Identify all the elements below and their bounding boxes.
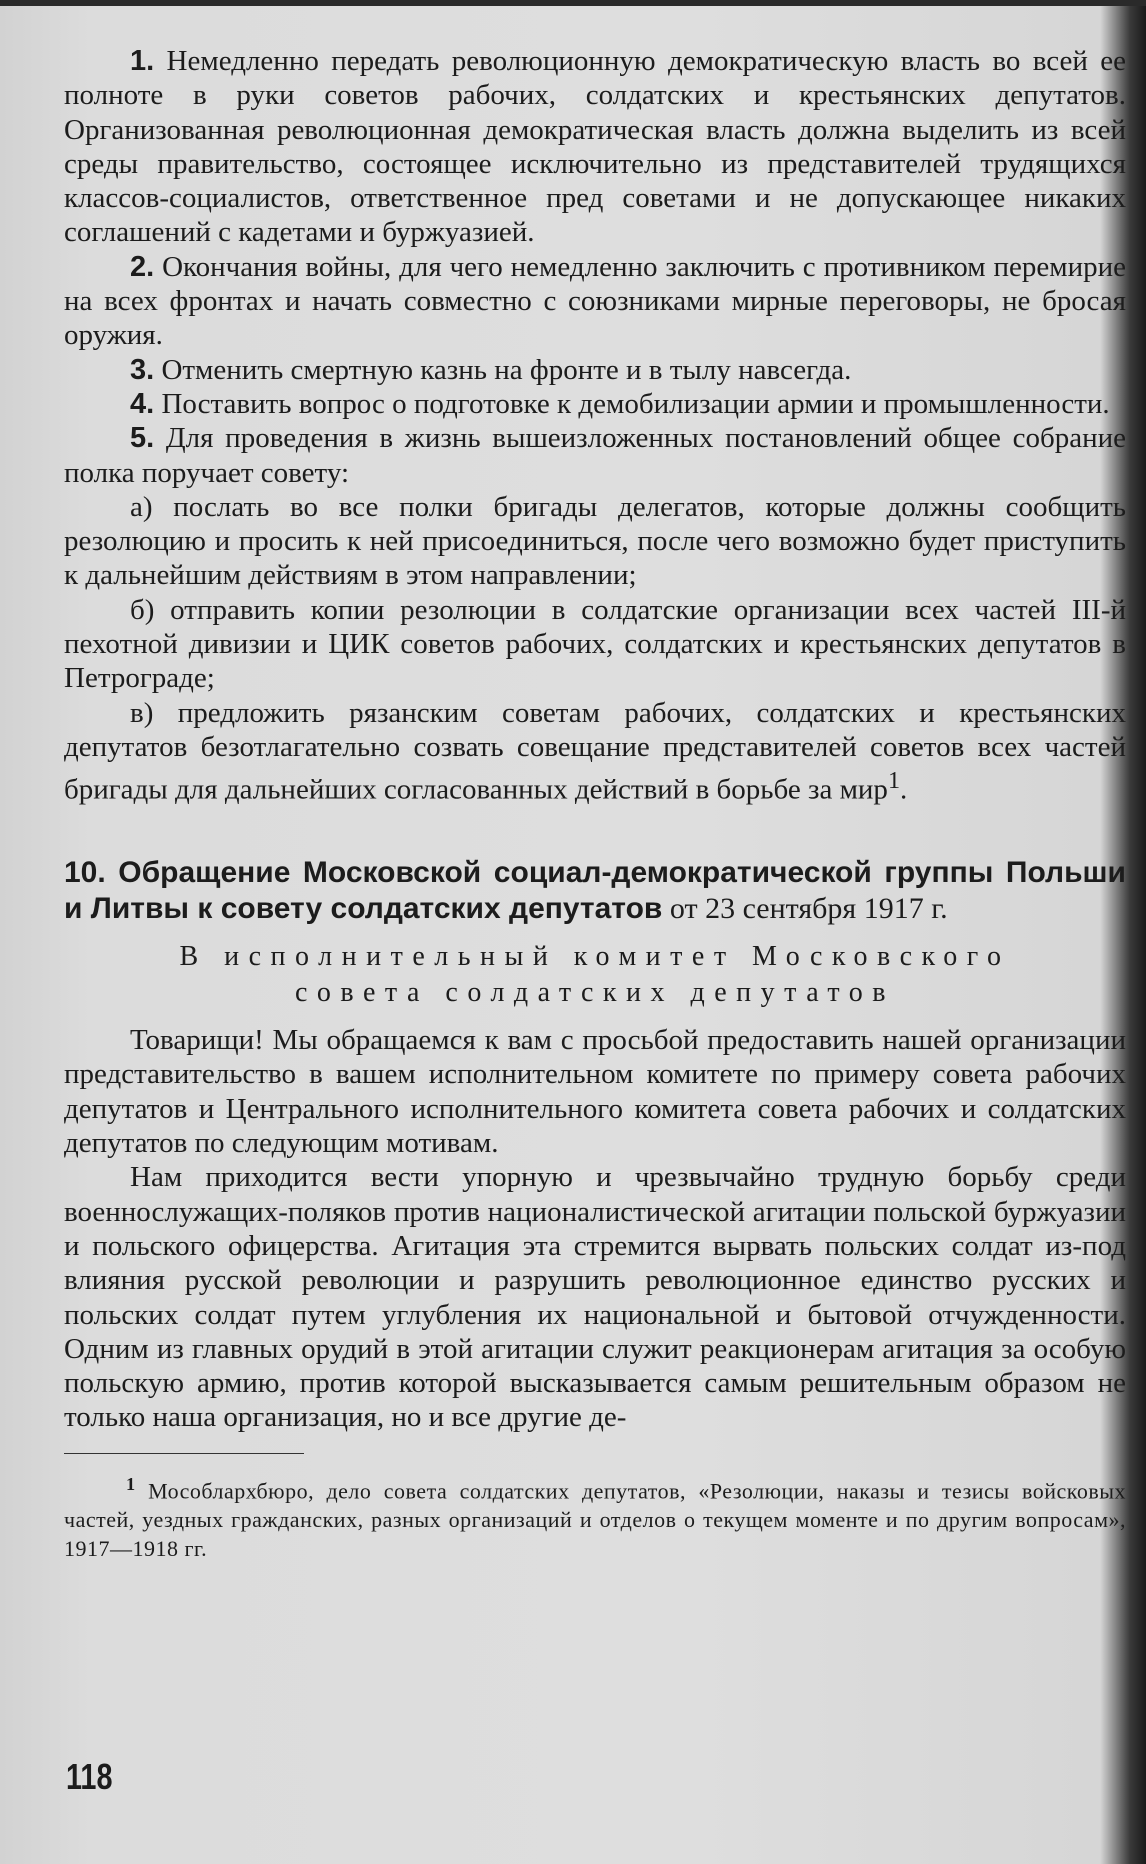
footnote (64, 1470, 1126, 1563)
resolution-item-3 (64, 353, 1126, 387)
item-text: Немедленно передать революционную демократическую власть во всей ее полноте в руки советов рабочих, солдатских и крестьянских депутатов. Организованная революционная демократическая власть должна выделить из всей среды правительство, состоящее исключительно из представителей трудящихся классов-социалистов, ответственное пред советами и не допускающее никаких соглашений с кадетами и буржуазией. (64, 45, 1126, 249)
footnote-divider (64, 1453, 304, 1454)
item-text: Поставить вопрос о подготовке к демобилизации армии и промышленности. (154, 387, 1110, 420)
item-number: 5. (130, 422, 155, 455)
footnote-mark: 1 (126, 1473, 136, 1494)
page-content (64, 44, 1126, 1563)
address-line-1: В исполнительный комитет Московского (179, 941, 1011, 973)
body-paragraph-1: Товарищи! Мы обращаемся к вам с просьбой предоставить нашей организации представительство в вашем исполнительном комитете по примеру совета рабочих депутатов и Центрального исполнительного комитета совета рабочих и солдатских депутатов по следующим мотивам. (64, 1024, 1126, 1160)
resolution-item-5 (64, 421, 1126, 490)
item-number: 1. (130, 45, 155, 77)
document-title-date: от 23 сентября 1917 г. (662, 892, 948, 926)
resolution-item-2 (64, 250, 1126, 353)
page-number: 118 (66, 1756, 113, 1797)
item-text: Для проведения в жизнь вышеизложенных постановлений общее собрание полка поручает совету: (64, 422, 1126, 489)
item-number: 2. (130, 250, 155, 283)
document-title-bold: 10. Обращение Московской социал-демократической группы Польши и Литвы к совету солдатских депутатов (64, 856, 1126, 926)
sub-item-c-text: в) предложить рязанским советам рабочих, солдатских и крестьянских депутатов безотлагательно созвать совещание представителей советов всех частей бригады для дальнейших согласованных действий в борьбе за мир (64, 696, 1126, 806)
item-text: Отменить смертную казнь на фронте и в тылу навсегда. (154, 353, 852, 386)
sub-item-a: а) послать во все полки бригады делегатов, которые должны сообщить резолюцию и просить к ней присоединиться, после чего возможно будет приступить к дальнейшим действиям в этом направлении; (64, 490, 1126, 592)
resolution-item-1 (64, 44, 1126, 250)
footnote-text: Мособлархбюро, дело совета солдатских депутатов, «Резолюции, наказы и тезисы войсковых частей, уездных гражданских, разных организаций и отделов о текущем моменте и по другим вопросам», 1917—1918 гг. (64, 1478, 1126, 1562)
item-text: Окончания войны, для чего немедленно заключить с противником перемирие на всех фронтах и начать совместно с союзниками мирные переговоры, не бросая оружия. (64, 250, 1126, 352)
item-number: 4. (130, 387, 155, 420)
resolution-item-4 (64, 387, 1126, 421)
item-number: 3. (130, 353, 155, 386)
address-block (64, 939, 1126, 1011)
address-line-2: совета солдатских депутатов (294, 977, 896, 1009)
sub-item-c-end: . (900, 773, 908, 806)
sub-item-b: б) отправить копии резолюции в солдатские организации всех частей III-й пехотной дивизии и ЦИК советов рабочих, солдатских и крестьянских депутатов в Петрограде; (64, 593, 1126, 695)
body-paragraph-2: Нам приходится вести упорную и чрезвычайно трудную борьбу среди военнослужащих-поляков против националистической агитации польской буржуазии и польского офицерства. Агитация эта стремится вырвать польских солдат из-под влияния русской революции и разрушить революционное единство русских и польских солдат путем углубления их национальной и бытовой отчужденности. Одним из главных орудий в этой агитации служит реакционерам агитация за особую польскую армию, против которой высказывается самым решительным образом не только наша организация, но и все другие де- (64, 1161, 1126, 1434)
footnote-reference: 1 (887, 767, 901, 795)
page-top-edge (0, 0, 1146, 6)
sub-item-c (64, 696, 1126, 808)
document-title (64, 855, 1126, 927)
